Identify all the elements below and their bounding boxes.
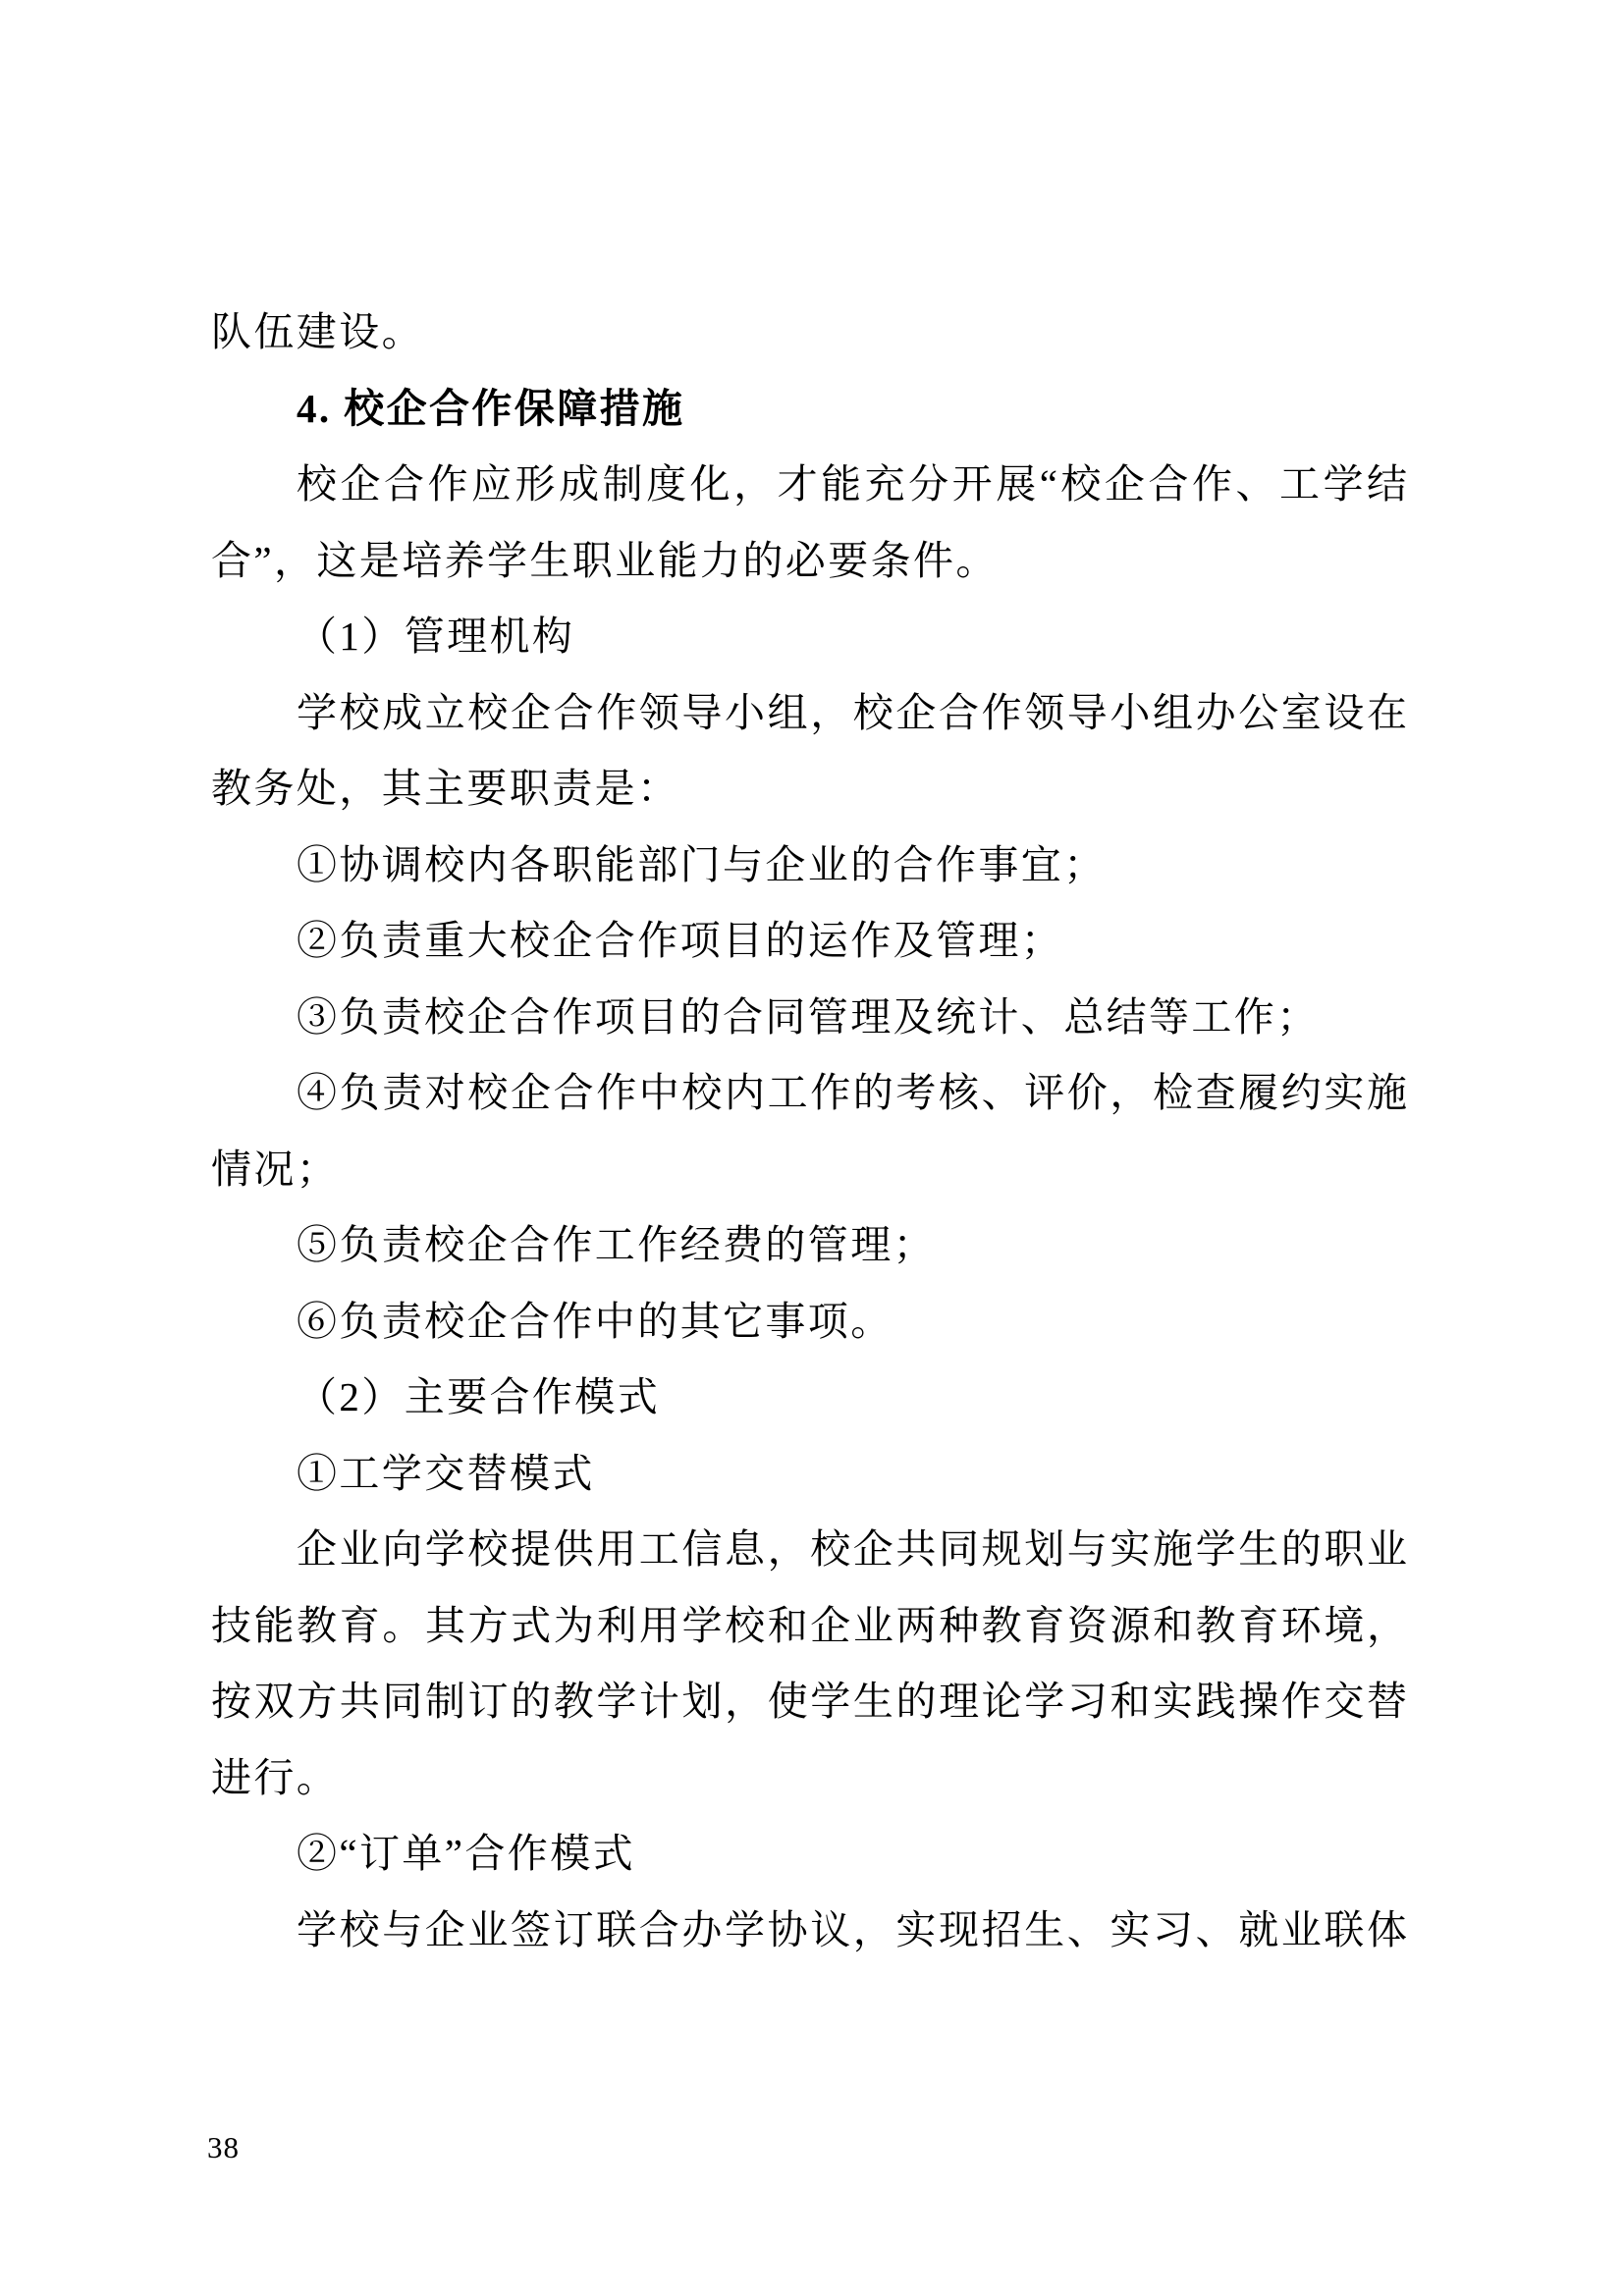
text-line: ①工学交替模式 xyxy=(297,1450,595,1496)
text-line: 学校与企业签订联合办学协议，实现招生、实习、就业联体 xyxy=(297,1906,1407,1952)
text-line: ②负责重大校企合作项目的运作及管理； xyxy=(297,918,1064,963)
text-line: 队伍建设。 xyxy=(211,309,424,354)
text-line: 校企合作应形成制度化，才能充分开展“校企合作、工学结 xyxy=(297,461,1407,507)
heading-line: 4. 校企合作保障措施 xyxy=(297,385,685,431)
text-block xyxy=(211,294,1407,1968)
text-line: ④负责对校企合作中校内工作的考核、评价，检查履约实施 xyxy=(297,1070,1407,1115)
text-line: ③负责校企合作项目的合同管理及统计、总结等工作； xyxy=(297,993,1320,1040)
text-line: 进行。 xyxy=(211,1754,340,1800)
text-line: ①协调校内各职能部门与企业的合作事宜； xyxy=(297,841,1107,887)
text-line: （1）管理机构 xyxy=(297,614,575,659)
text-line: ⑥负责校企合作中的其它事项。 xyxy=(297,1298,893,1344)
text-line: 情况； xyxy=(211,1146,340,1192)
text-line: 合”，这是培养学生职业能力的必要条件。 xyxy=(211,537,999,583)
text-line: ⑤负责校企合作工作经费的管理； xyxy=(297,1222,936,1267)
text-line: 技能教育。其方式为利用学校和企业两种教育资源和教育环境， xyxy=(211,1602,1407,1648)
text-line: 教务处，其主要职责是： xyxy=(211,766,680,811)
text-line: 企业向学校提供用工信息，校企共同规划与实施学生的职业 xyxy=(297,1526,1407,1572)
text-line: 学校成立校企合作领导小组，校企合作领导小组办公室设在 xyxy=(297,689,1407,735)
text-line: ②“订单”合作模式 xyxy=(297,1831,635,1876)
page-number: 38 xyxy=(207,2130,240,2164)
text-line: 按双方共同制订的教学计划，使学生的理论学习和实践操作交替 xyxy=(211,1679,1407,1724)
text-line: （2）主要合作模式 xyxy=(297,1374,661,1419)
